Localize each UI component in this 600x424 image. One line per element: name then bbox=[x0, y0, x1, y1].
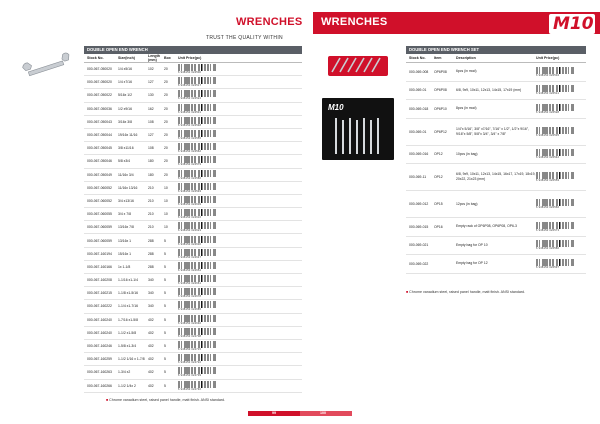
wrench-set-pouch-image bbox=[322, 98, 394, 160]
box-qty: 10 bbox=[164, 225, 168, 230]
barcode-cell bbox=[536, 149, 586, 159]
length: 162 bbox=[148, 106, 154, 111]
column-header: Length (mm) bbox=[148, 54, 160, 62]
stock-number: 000-067-160194 bbox=[87, 251, 112, 256]
table-row bbox=[406, 63, 586, 82]
size: 5/16x 1/2 bbox=[118, 93, 132, 98]
table-row bbox=[84, 261, 302, 274]
table-row bbox=[84, 169, 302, 182]
box-qty: 5 bbox=[164, 291, 166, 296]
barcode-cell bbox=[178, 156, 302, 166]
table-row bbox=[406, 146, 586, 165]
wrench-icon bbox=[22, 46, 72, 86]
barcode-cell bbox=[536, 85, 586, 95]
length: 340 bbox=[148, 291, 154, 296]
table-row bbox=[84, 116, 302, 129]
table-row bbox=[406, 237, 586, 256]
description: 12pcs (in bag) bbox=[456, 201, 478, 206]
length: 340 bbox=[148, 304, 154, 309]
barcode-icon bbox=[178, 117, 216, 124]
size: 1-1/2 1/16 x 1-7/8 bbox=[118, 357, 145, 362]
stock-number: 000-067-050044 bbox=[87, 133, 112, 138]
stock-number: 000-069-008 bbox=[409, 69, 429, 74]
size: 1-1/8 x1-5/16 bbox=[118, 291, 138, 296]
box-qty: 5 bbox=[164, 304, 166, 309]
barcode-cell bbox=[178, 249, 302, 259]
table-row bbox=[84, 221, 302, 234]
length: 402 bbox=[148, 370, 154, 375]
page-bar-right bbox=[300, 411, 352, 416]
barcode-cell bbox=[536, 172, 586, 182]
column-header: Unit Price(pc) bbox=[536, 56, 560, 60]
barcode-icon bbox=[178, 196, 216, 203]
footnote-text: Chrome vanadium steel, raised panel handle, matt finish. ANSI standard. bbox=[409, 290, 526, 294]
stock-number: 000-069-01 bbox=[409, 129, 427, 134]
barcode-icon bbox=[536, 127, 574, 134]
barcode-number: 6 948150 026580 bbox=[536, 247, 560, 251]
item-code: OP6P10 bbox=[434, 106, 447, 111]
box-qty: 5 bbox=[164, 317, 166, 322]
size: 1-3/4 x2 bbox=[118, 370, 131, 375]
column-header: Description bbox=[456, 55, 476, 60]
barcode-icon bbox=[536, 104, 574, 111]
barcode-number: 6 948150 024579 bbox=[178, 163, 202, 167]
length: 210 bbox=[148, 212, 154, 217]
table-row bbox=[84, 129, 302, 142]
barcode-cell bbox=[178, 262, 302, 272]
size: 5/8 x3/4 bbox=[118, 159, 131, 164]
barcode-cell bbox=[178, 288, 302, 298]
size: 19/16x 11/16 bbox=[118, 133, 138, 138]
column-header: Box bbox=[164, 56, 171, 60]
barcode-cell bbox=[178, 170, 302, 180]
left-footnote: ■ Chrome vanadium steel, raised panel handle, matt finish. ANSI standard. bbox=[106, 398, 226, 402]
table-row bbox=[84, 380, 302, 393]
length: 210 bbox=[148, 225, 154, 230]
barcode-cell bbox=[536, 104, 586, 114]
box-qty: 20 bbox=[164, 172, 168, 177]
stock-number: 000-067-060059 bbox=[87, 238, 112, 243]
stock-number: 000-067-060052 bbox=[87, 198, 112, 203]
barcode-cell bbox=[178, 301, 302, 311]
barcode-number: 6 948150 024524 bbox=[178, 97, 202, 101]
barcode-cell bbox=[178, 275, 302, 285]
barcode-icon bbox=[178, 381, 216, 388]
table-row bbox=[84, 300, 302, 313]
barcode-cell bbox=[536, 259, 586, 269]
stock-number: 000-067-060059 bbox=[87, 225, 112, 230]
barcode-cell bbox=[178, 104, 302, 114]
stock-number: 000-067-050049 bbox=[87, 172, 112, 177]
barcode-cell bbox=[178, 117, 302, 127]
barcode-icon bbox=[178, 341, 216, 348]
size: 3/4 x 7/8 bbox=[118, 212, 132, 217]
table-row bbox=[84, 208, 302, 221]
box-qty: 10 bbox=[164, 198, 168, 203]
barcode-cell bbox=[178, 90, 302, 100]
length: 210 bbox=[148, 198, 154, 203]
length: 402 bbox=[148, 383, 154, 388]
barcode-cell bbox=[178, 328, 302, 338]
stock-number: 000-069-01 bbox=[409, 88, 427, 93]
size: 11/16x 3/4 bbox=[118, 172, 134, 177]
barcode-cell bbox=[178, 236, 302, 246]
length: 127 bbox=[148, 133, 154, 138]
size: 11/16x 13/16 bbox=[118, 185, 138, 190]
table-row bbox=[84, 76, 302, 89]
stock-number: 000-069-015 bbox=[409, 224, 429, 229]
column-header: Stock No. bbox=[87, 56, 104, 60]
page-section-title-left: WRENCHES bbox=[236, 16, 303, 28]
description: 6/8, 9x9, 10x11, 12x13, 14x15, 17x19 (mm) bbox=[456, 87, 522, 92]
stock-number: 000-067-160240 bbox=[87, 317, 112, 322]
description: 6pcs (in mod) bbox=[456, 69, 477, 74]
table-row bbox=[84, 340, 302, 353]
table-header-row bbox=[84, 54, 302, 63]
box-qty: 20 bbox=[164, 146, 168, 151]
stock-number: 000-067-160215 bbox=[87, 291, 112, 296]
description: Empty bag for OP 12 bbox=[456, 261, 488, 266]
barcode-cell bbox=[178, 183, 302, 193]
barcode-cell bbox=[178, 381, 302, 391]
table-row bbox=[84, 182, 302, 195]
stock-number: 000-067-050020 bbox=[87, 67, 112, 72]
stock-number: 000-067-060055 bbox=[87, 212, 112, 217]
stock-number: 000-069-021 bbox=[409, 243, 429, 248]
box-qty: 5 bbox=[164, 330, 166, 335]
description: 6/8, 9x9, 10x11, 12x13, 14x15, 16x17, 17x19, 18x19, 20x22, 21x23 (mm) bbox=[456, 172, 536, 181]
barcode-number: 6 948150 024517 bbox=[178, 84, 202, 88]
table-row bbox=[84, 63, 302, 76]
barcode-icon bbox=[178, 104, 216, 111]
stock-number: 000-067-050045 bbox=[87, 146, 112, 151]
barcode-number: 6 948150 024531 bbox=[178, 110, 202, 114]
barcode-number: 6 948150 026528 bbox=[536, 110, 560, 114]
barcode-cell bbox=[536, 67, 586, 77]
stock-number: 000-067-050022 bbox=[87, 93, 112, 98]
length: 402 bbox=[148, 330, 154, 335]
size: 3/4 x13/16 bbox=[118, 198, 134, 203]
table-row bbox=[406, 191, 586, 218]
stock-number: 000-067-160166 bbox=[87, 264, 112, 269]
barcode-icon bbox=[536, 67, 574, 74]
barcode-number: 6 948150 024548 bbox=[178, 123, 202, 127]
stock-number: 000-069-11 bbox=[409, 175, 427, 179]
barcode-number: 6 948150 024685 bbox=[178, 308, 202, 312]
double-open-end-wrench-table bbox=[84, 46, 302, 393]
stock-number: 000-067-060052 bbox=[87, 185, 112, 190]
barcode-number: 6 948150 024609 bbox=[178, 202, 202, 206]
stock-number: 000-067-160259 bbox=[87, 357, 112, 362]
description: Empty rack of OP6P08, OP6P08, OP6-3 bbox=[456, 224, 517, 229]
box-qty: 5 bbox=[164, 238, 166, 243]
stock-number: 000-069-012 bbox=[409, 202, 429, 206]
barcode-number: 6 948150 024623 bbox=[178, 229, 202, 233]
size: 1x 1-1/8 bbox=[118, 264, 131, 269]
stock-number: 000-069-018 bbox=[409, 106, 429, 111]
barcode-cell bbox=[536, 199, 586, 209]
barcode-icon bbox=[536, 259, 574, 266]
barcode-number: 6 948150 024678 bbox=[178, 295, 202, 299]
table-body bbox=[84, 63, 302, 393]
box-qty: 5 bbox=[164, 278, 166, 283]
table-row bbox=[84, 353, 302, 366]
column-header: Item bbox=[434, 56, 442, 60]
set-logo: M10 bbox=[328, 103, 344, 112]
box-qty: 20 bbox=[164, 133, 168, 138]
barcode-cell bbox=[178, 130, 302, 140]
footnote-text: Chrome vanadium steel, raised panel handle, matt finish. ANSI standard. bbox=[109, 398, 226, 402]
stock-number: 000-067-160208 bbox=[87, 278, 112, 283]
size: 1/4 x7/16 bbox=[118, 80, 132, 85]
length: 288 bbox=[148, 251, 154, 256]
barcode-number: 6 948150 026511 bbox=[536, 92, 560, 96]
size: 3/8 x11/16 bbox=[118, 146, 134, 151]
box-qty: 10 bbox=[164, 212, 168, 217]
box-qty: 20 bbox=[164, 119, 168, 124]
item-code: OP12 bbox=[434, 175, 443, 179]
barcode-cell bbox=[178, 64, 302, 74]
size: 13/16x 7/8 bbox=[118, 225, 134, 230]
table-row bbox=[406, 255, 586, 274]
barcode-icon bbox=[178, 170, 216, 177]
barcode-number: 6 948150 024661 bbox=[178, 282, 202, 286]
page-number-left: 99 bbox=[272, 411, 276, 415]
box-qty: 10 bbox=[164, 185, 168, 190]
barcode-number: 6 948150 026535 bbox=[536, 133, 560, 137]
item-code: OP16 bbox=[434, 224, 443, 229]
length: 180 bbox=[148, 159, 154, 164]
description: 10pcs (in bag) bbox=[456, 151, 478, 156]
barcode-number: 6 948150 024500 bbox=[178, 71, 202, 75]
barcode-cell bbox=[178, 367, 302, 377]
length: 402 bbox=[148, 317, 154, 322]
stock-number: 000-067-160222 bbox=[87, 304, 112, 309]
barcode-number: 6 948150 026573 bbox=[536, 228, 560, 232]
double-open-end-wrench-set-table bbox=[406, 46, 586, 274]
barcode-cell bbox=[178, 196, 302, 206]
box-qty: 5 bbox=[164, 264, 166, 269]
box-qty: 5 bbox=[164, 383, 166, 388]
size: 1-1/2 1/4x 2 bbox=[118, 383, 136, 388]
length: 288 bbox=[148, 238, 154, 243]
length: 180 bbox=[148, 172, 154, 177]
barcode-number: 6 948150 024708 bbox=[178, 334, 202, 338]
length: 340 bbox=[148, 278, 154, 283]
item-code: OP6P12 bbox=[434, 129, 447, 134]
barcode-number: 6 948150 024647 bbox=[178, 255, 202, 259]
barcode-cell bbox=[178, 315, 302, 325]
barcode-cell bbox=[536, 127, 586, 137]
barcode-number: 6 948150 024555 bbox=[178, 137, 202, 141]
barcode-cell bbox=[536, 240, 586, 250]
table-row bbox=[84, 195, 302, 208]
table-row bbox=[84, 248, 302, 261]
size: 13/16x 1 bbox=[118, 238, 132, 243]
barcode-cell bbox=[178, 77, 302, 87]
length: 108 bbox=[148, 119, 154, 124]
barcode-number: 6 948150 024715 bbox=[178, 348, 202, 352]
table-row bbox=[84, 234, 302, 247]
table-title: DOUBLE OPEN END WRENCH SET bbox=[406, 46, 586, 54]
logo-text: M10 bbox=[553, 14, 594, 34]
size: 1-1/16 x1-1/4 bbox=[118, 278, 138, 283]
item-code: OP15 bbox=[434, 202, 443, 206]
table-row bbox=[406, 82, 586, 101]
barcode-number: 6 948150 026559 bbox=[536, 179, 560, 182]
barcode-cell bbox=[178, 209, 302, 219]
barcode-icon bbox=[178, 328, 216, 335]
box-qty: 20 bbox=[164, 159, 168, 164]
barcode-number: 6 948150 024722 bbox=[178, 361, 202, 365]
barcode-icon bbox=[178, 262, 216, 269]
barcode-cell bbox=[178, 222, 302, 232]
size: 15/16x 1 bbox=[118, 251, 132, 256]
table-row bbox=[406, 164, 586, 191]
barcode-number: 6 948150 024562 bbox=[178, 150, 202, 154]
size: 1-7/16 x1-5/8 bbox=[118, 317, 138, 322]
box-qty: 20 bbox=[164, 93, 168, 98]
table-body bbox=[406, 63, 586, 274]
table-row bbox=[84, 366, 302, 379]
size: 1/2 x9/16 bbox=[118, 106, 132, 111]
barcode-number: 6 948150 024739 bbox=[178, 374, 202, 378]
box-qty: 20 bbox=[164, 67, 168, 72]
column-header: Size(inch) bbox=[118, 56, 135, 60]
stock-number: 000-067-160266 bbox=[87, 383, 112, 388]
barcode-number: 6 948150 024746 bbox=[178, 387, 202, 391]
stock-number: 000-067-050046 bbox=[87, 159, 112, 164]
stock-number: 000-067-050036 bbox=[87, 106, 112, 111]
box-qty: 5 bbox=[164, 344, 166, 349]
length: 288 bbox=[148, 264, 154, 269]
box-qty: 5 bbox=[164, 370, 166, 375]
size: 1-5/8 x1-3/4 bbox=[118, 344, 137, 349]
box-qty: 20 bbox=[164, 80, 168, 85]
description: 8pcs (in mod) bbox=[456, 106, 477, 111]
table-row bbox=[84, 155, 302, 168]
header-band bbox=[313, 12, 600, 34]
barcode-icon bbox=[178, 130, 216, 137]
barcode-icon bbox=[536, 222, 574, 229]
box-qty: 5 bbox=[164, 251, 166, 256]
barcode-number: 6 948150 024692 bbox=[178, 321, 202, 325]
table-title: DOUBLE OPEN END WRENCH bbox=[84, 46, 302, 54]
length: 102 bbox=[148, 67, 154, 72]
page-number-right: 100 bbox=[320, 411, 326, 415]
barcode-cell bbox=[178, 354, 302, 364]
box-qty: 20 bbox=[164, 106, 168, 111]
table-row bbox=[406, 100, 586, 119]
barcode-number: 6 948150 024616 bbox=[178, 216, 202, 220]
box-qty: 5 bbox=[164, 357, 166, 362]
column-header: Unit Price(pc) bbox=[178, 56, 202, 60]
barcode-number: 6 948150 026504 bbox=[536, 73, 560, 77]
page-section-title-right: WRENCHES bbox=[321, 16, 388, 28]
table-row bbox=[406, 218, 586, 237]
item-code: OP12 bbox=[434, 152, 443, 157]
barcode-number: 6 948150 024654 bbox=[178, 268, 202, 272]
wrench-set-rack-image bbox=[318, 50, 398, 80]
barcode-number: 6 948150 026542 bbox=[536, 156, 560, 160]
right-footnote: ■ Chrome vanadium steel, raised panel handle, matt finish. ANSI standard. bbox=[406, 290, 526, 294]
barcode-number: 6 948150 026566 bbox=[536, 206, 560, 209]
brand-logo bbox=[549, 14, 595, 34]
stock-number: 000-067-160246 bbox=[87, 344, 112, 349]
stock-number: 000-067-160263 bbox=[87, 370, 112, 375]
table-row bbox=[84, 103, 302, 116]
size: 3/16x 3/8 bbox=[118, 119, 132, 124]
length: 127 bbox=[148, 80, 154, 85]
barcode-icon bbox=[178, 249, 216, 256]
table-row bbox=[84, 274, 302, 287]
barcode-number: 6 948150 024630 bbox=[178, 242, 202, 246]
barcode-number: 6 948150 024593 bbox=[178, 189, 202, 193]
barcode-cell bbox=[178, 341, 302, 351]
size: 1-1/4 x1-7/16 bbox=[118, 304, 138, 309]
table-row bbox=[84, 142, 302, 155]
tagline: TRUST THE QUALITY WITHIN bbox=[206, 35, 283, 41]
table-header-row bbox=[406, 54, 586, 63]
column-header: Stock No. bbox=[409, 56, 426, 60]
item-code: OP6P08 bbox=[434, 88, 447, 93]
barcode-icon bbox=[178, 183, 216, 190]
table-row bbox=[406, 119, 586, 146]
length: 108 bbox=[148, 146, 154, 151]
barcode-icon bbox=[536, 172, 574, 179]
barcode-number: 6 948150 024586 bbox=[178, 176, 202, 180]
stock-number: 000-069-022 bbox=[409, 261, 429, 266]
barcode-cell bbox=[536, 222, 586, 232]
barcode-icon bbox=[536, 199, 574, 206]
description: Empty bag for OP 10 bbox=[456, 242, 488, 247]
table-row bbox=[84, 287, 302, 300]
length: 210 bbox=[148, 185, 154, 190]
barcode-icon bbox=[178, 236, 216, 243]
length: 402 bbox=[148, 344, 154, 349]
stock-number: 000-067-160240 bbox=[87, 330, 112, 335]
item-code: OP6P08 bbox=[434, 69, 447, 74]
stock-number: 000-067-050043 bbox=[87, 119, 112, 124]
table-row bbox=[84, 89, 302, 102]
length: 402 bbox=[148, 357, 154, 362]
length: 130 bbox=[148, 93, 154, 98]
table-row bbox=[84, 314, 302, 327]
stock-number: 000-067-050020 bbox=[87, 80, 112, 85]
stock-number: 000-069-016 bbox=[409, 152, 429, 157]
description: 1/4"x 5/16", 3/8" x7/16", 7/16" x 1/2", 1/2"x 9/16", 9/16"x 5/8", 5/8"x 3/4", 3/4" x 7/8" bbox=[456, 126, 529, 136]
size: 1-1/2 x1-5/8 bbox=[118, 330, 137, 335]
barcode-number: 6 948150 026597 bbox=[536, 265, 560, 269]
barcode-icon bbox=[178, 315, 216, 322]
table-row bbox=[84, 327, 302, 340]
size: 1/4 x5/16 bbox=[118, 67, 132, 72]
barcode-cell bbox=[178, 143, 302, 153]
